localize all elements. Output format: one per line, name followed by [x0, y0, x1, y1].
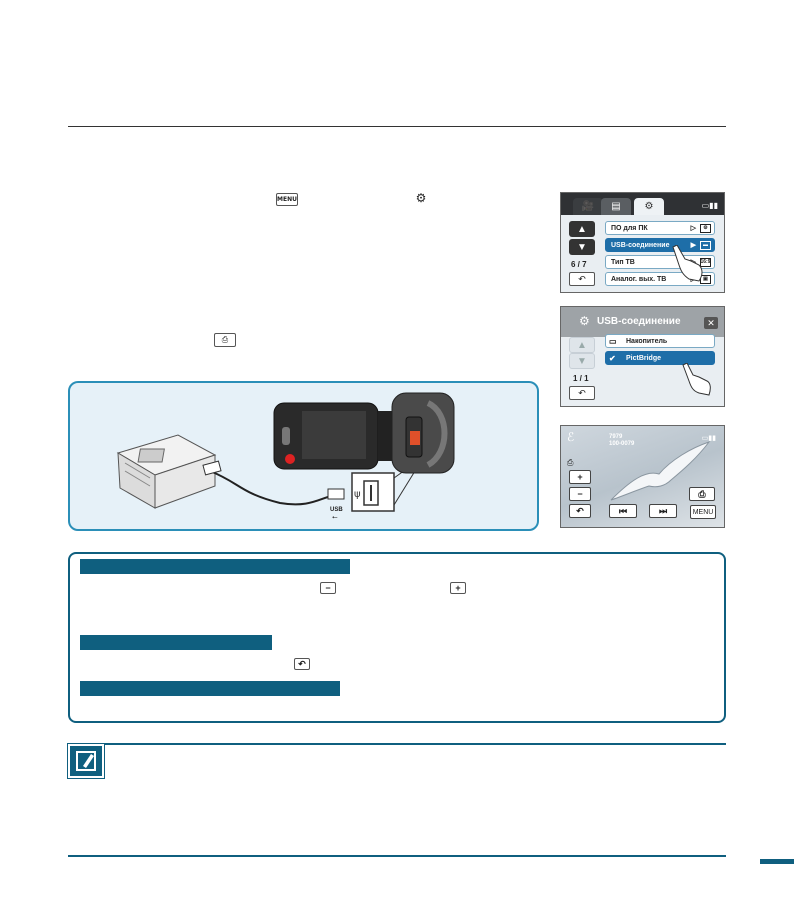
bottom-rule — [68, 855, 726, 857]
usb-cable — [210, 471, 335, 504]
minus-icon: − — [320, 582, 336, 594]
menu-item-label: ПО для ПК — [611, 224, 648, 232]
note-rule — [68, 743, 726, 745]
arrow-icon: ▶ — [690, 242, 696, 249]
camcorder-illustration — [274, 393, 454, 473]
page-tab — [760, 859, 794, 864]
storage-icon: ▭ — [609, 336, 617, 346]
usb-label: USB — [330, 507, 343, 513]
scroll-up-button[interactable]: ▲ — [569, 221, 595, 237]
back-button[interactable]: ↶ — [569, 272, 595, 286]
tv-out-icon: ▣ — [700, 275, 711, 284]
option-label: Накопитель — [626, 337, 668, 345]
battery-icon: ▭▮▮ — [701, 435, 716, 442]
menu-item-label: USB-соединение — [611, 241, 670, 249]
minus-button[interactable]: − — [569, 487, 591, 501]
photo-number: 7979 — [609, 434, 623, 440]
gear-icon: ⚙ — [579, 314, 590, 328]
page-number: 6 / 7 — [571, 260, 587, 269]
menu-item-label: Тип ТВ — [611, 258, 635, 266]
screen-title: USB-соединение — [597, 316, 681, 327]
top-rule — [68, 126, 726, 127]
previous-button[interactable]: ⏮ — [609, 504, 637, 518]
arrow-icon: ▷ — [690, 225, 696, 232]
gear-icon: ⚙ — [415, 191, 427, 205]
print-copies-icon: ⎙ — [567, 458, 574, 467]
camcorder-screen-settings — [560, 192, 725, 293]
connection-illustration — [70, 383, 539, 531]
camera-tab[interactable]: 🎥 — [573, 198, 603, 215]
settings-tab[interactable]: ⚙ — [634, 198, 664, 215]
camcorder-screen-usb — [560, 306, 725, 407]
touch-hand-icon — [669, 245, 705, 285]
section-bar-3 — [80, 681, 340, 696]
battery-icon: ▭▮▮ — [701, 201, 718, 210]
back-button[interactable]: ↶ — [569, 386, 595, 400]
svg-text:ψ: ψ — [354, 489, 361, 500]
page-number: 1 / 1 — [573, 374, 589, 383]
printer-illustration — [118, 435, 215, 508]
usb-title-bar — [561, 307, 725, 337]
menu-tab-bar — [561, 193, 725, 215]
scroll-down-button[interactable]: ▼ — [569, 239, 595, 255]
plus-button[interactable]: + — [569, 470, 591, 484]
playback-tab[interactable]: ▤ — [601, 198, 631, 215]
storage-icon: ▬ — [700, 241, 711, 250]
close-button[interactable]: ✕ — [704, 317, 718, 329]
back-icon: ↶ — [294, 658, 310, 670]
option-mass-storage[interactable] — [605, 334, 715, 348]
note-icon — [68, 744, 104, 778]
folder-number: 100-0079 — [609, 441, 635, 447]
scroll-up-button[interactable]: ▲ — [569, 337, 595, 353]
photo-info — [609, 434, 634, 448]
print-button[interactable]: ⎙ — [689, 487, 715, 501]
option-label: PictBridge — [626, 354, 662, 362]
menu-button[interactable]: MENU — [690, 505, 716, 519]
camcorder-screen-print — [560, 425, 725, 528]
section-bar-1 — [80, 559, 350, 574]
tv-icon: 16:9 — [700, 259, 711, 265]
pictbridge-icon: ℰ — [567, 430, 575, 444]
svg-text:⭠: ⭠ — [332, 513, 338, 521]
plus-icon: + — [450, 582, 466, 594]
section-bar-2 — [80, 635, 272, 650]
menu-button-icon — [276, 193, 298, 206]
next-button[interactable]: ⏭ — [649, 504, 677, 518]
menu-item-label: Аналог. вых. ТВ — [611, 275, 667, 283]
pc-software-icon: ⚙ — [700, 224, 711, 233]
touch-hand-icon — [679, 363, 713, 399]
print-icon: ⎙ — [214, 333, 236, 347]
connection-diagram — [68, 381, 539, 531]
scroll-down-button[interactable]: ▼ — [569, 353, 595, 369]
back-button[interactable]: ↶ — [569, 504, 591, 518]
menu-item-pc-software[interactable] — [605, 221, 715, 235]
menu-icon-label: MENU — [277, 196, 297, 203]
checkmark-icon: ✔ — [609, 353, 616, 363]
